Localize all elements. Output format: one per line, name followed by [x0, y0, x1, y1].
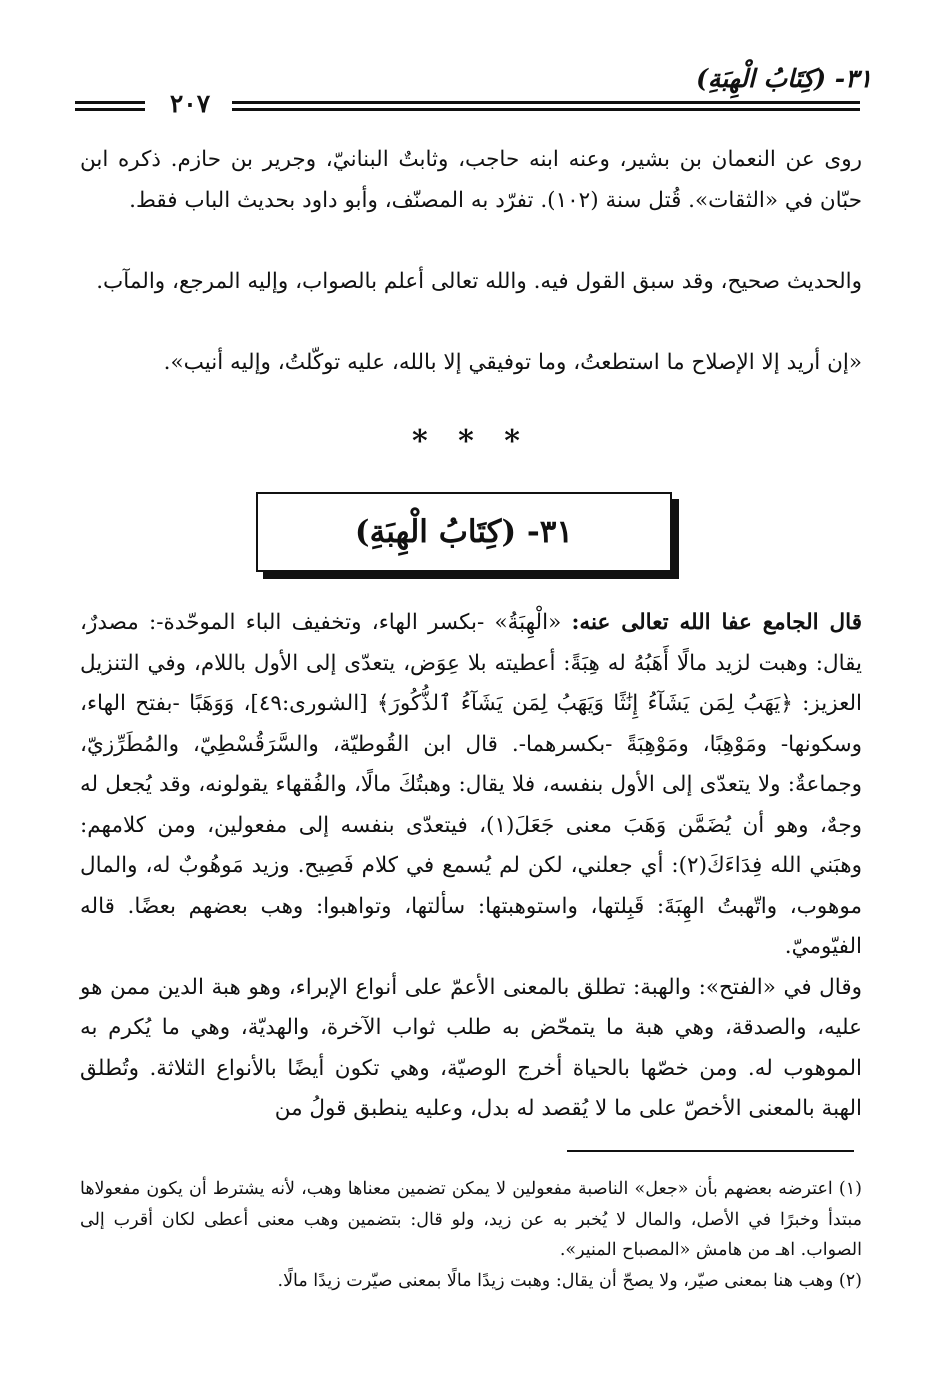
paragraph-closing-quote: «إن أريد إلا الإصلاح ما استطعتُ، وما توفيقي إلا بالله، عليه توكّلتُ، وإليه أنيب».	[163, 350, 862, 375]
chapter-title-box	[256, 492, 672, 572]
footnote-2: (٢) وهب هنا بمعنى صيّر، ولا يصحّ أن يقال: وهبت زيدًا مالًا بمعنى صيّرت زيدًا مالًا.	[277, 1270, 862, 1291]
paragraph-narrator-bio: روى عن النعمان بن بشير، وعنه ابنه حاجب، وثابتٌ البنانيّ، وجرير بن حازم. ذكره ابن حبّان في «الثقات». قُتل سنة (١٠٢). تفرّد به المصنّف، وأبو داود بحديث الباب فقط.	[80, 147, 862, 213]
footnote-rule	[567, 1150, 854, 1152]
header-rule-left-bottom	[75, 108, 145, 111]
page-number: ٢٠٧	[169, 89, 211, 118]
footnote-1: (١) اعترضه بعضهم بأن «جعل» الناصبة مفعولين لا يمكن تضمين معناها وهب، لأنه يشترط أن يكون مفعولاها مبتدأ وخبرًا في الأصل، والمال لا يُخبر به عن زيد، ولو قال: بتضمين وهب معنى أعطى لكان أقرب إلى الصواب. اهـ من هامش «المصباح المنير».	[80, 1179, 862, 1260]
paragraph-fath-quote: وقال في «الفتح»: والهبة: تطلق بالمعنى الأعمّ على أنواع الإبراء، وهو هبة الدين ممن هو عليه، والصدقة، وهي هبة ما يتمحّض به طلب ثواب الآخرة، والهديّة، وهي ما يُكرم به الموهوب له. ومن خصّها بالحياة أخرج الوصيّة، وهي تكون أيضًا بالأنواع الثلاثة. وتُطلق الهبة بالمعنى الأخصّ على ما لا يُقصد له بدل، وعليه ينطبق قولُ من	[80, 974, 862, 1121]
footnotes	[80, 1174, 862, 1296]
header-rule-right-top	[232, 101, 860, 104]
section-separator: * * *	[412, 424, 530, 459]
running-chapter-title: ٣١- (كِتَابُ الْهِبَةِ)	[696, 64, 872, 93]
header-rule-right-bottom	[232, 108, 860, 111]
chapter-title: ٣١- (كِتَابُ الْهِبَةِ)	[354, 514, 574, 550]
paragraph-definition	[80, 603, 862, 968]
paragraph-hadith-status: والحديث صحيح، وقد سبق القول فيه. والله تعالى أعلم بالصواب، وإليه المرجع، والمآب.	[96, 269, 862, 294]
author-lead: قال الجامع عفا الله تعالى عنه:	[571, 610, 862, 635]
header-rule-left-top	[75, 101, 145, 104]
definition-text: «الْهِبَةُ» -بكسر الهاء، وتخفيف الباء الموحّدة-: مصدرٌ، يقال: وهبت لزيد مالًا أَهَبُهُ له هِبَةً: أعطيته بلا عِوَض، يتعدّى إلى الأول باللام، وفي التنزيل العزيز: ﴿يَهَبُ لِمَن يَشَآءُ إِنَٰثًا وَيَهَبُ لِمَن يَشَآءُ ٱلذُّكُورَ﴾ [الشورى:٤٩]، وَوَهَبًا -بفتح الهاء، وسكونها- ومَوْهِبًا، ومَوْهِبَةً -بكسرهما-. قال ابن القُوطيّة، والسَّرَقُسْطِيّ، والمُطَرِّزيّ، وجماعةٌ: ولا يتعدّى إلى الأول بنفسه، فلا يقال: وهبتُكَ مالًا، والفُقهاء يقولونه، وقد يُجعل له وجهٌ، وهو أن يُضَمَّن وَهَبَ معنى جَعَلَ(١)، فيتعدّى بنفسه إلى مفعولين، ومن كلامهم: وهبَني الله فِدَاءَكَ(٢): أي جعلني، لكن لم يُسمع في كلام فَصِيح. وزيد مَوهُوبٌ له، والمال موهوب، واتّهبتُ الهِبَةَ: قَبِلتها، واستوهبتها: سألتها، وتواهبوا: وهب بعضهم بعضًا. قاله الفيّوميّ.	[80, 610, 862, 959]
chapter-body	[80, 603, 862, 1130]
